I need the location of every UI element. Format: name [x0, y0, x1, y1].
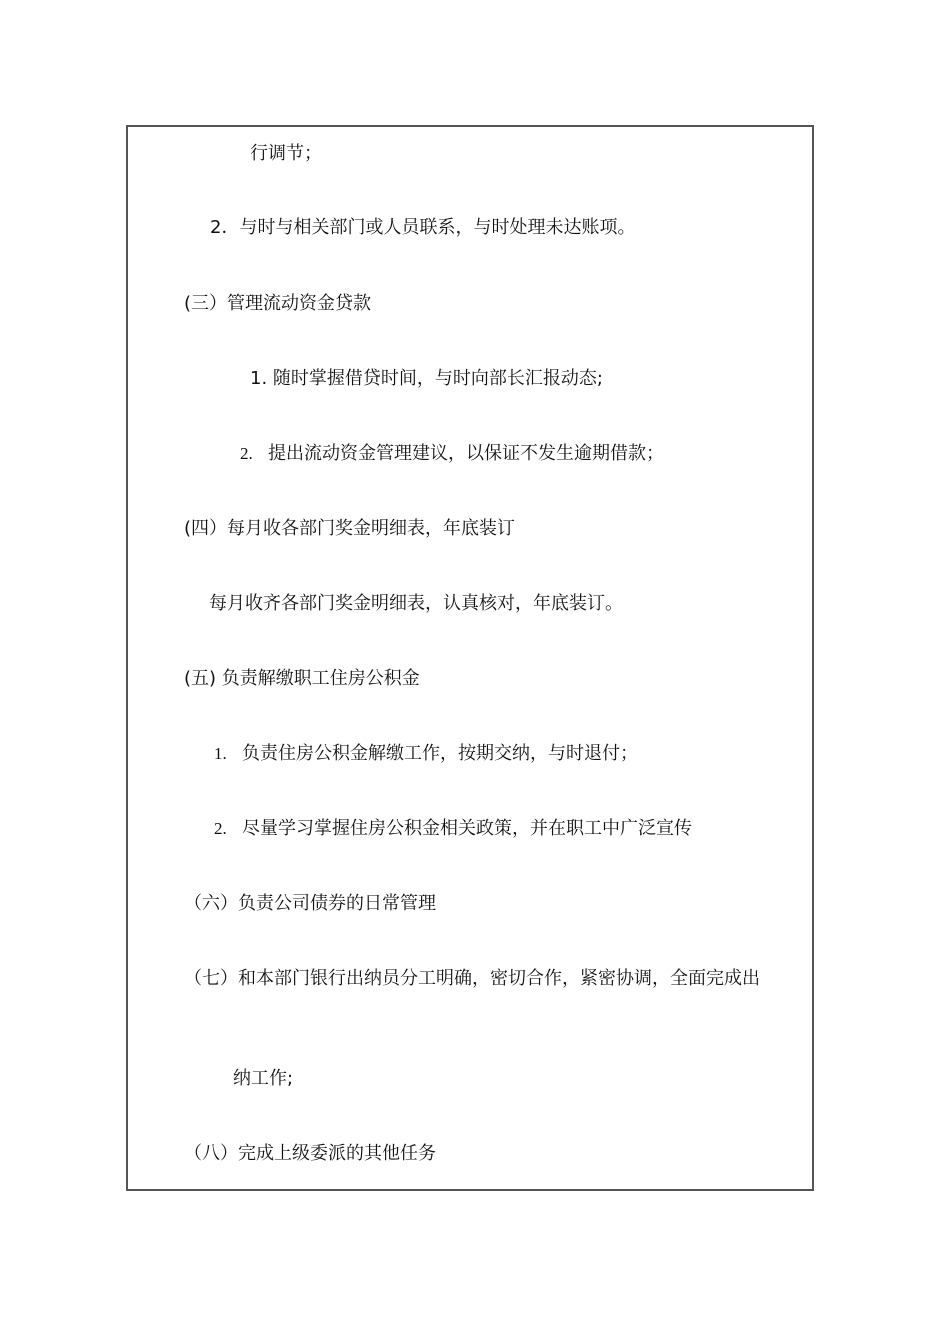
- section-heading-7: （七）和本部门银行出纳员分工明确，密切合作，紧密协调，全面完成出: [184, 968, 760, 989]
- section-heading-5: (五) 负责解缴职工住房公积金: [184, 668, 420, 689]
- text-line-4: 1. 随时掌握借贷时间，与时向部长汇报动态;: [250, 368, 603, 389]
- text-line-9: 负责住房公积金解缴工作，按期交纳，与时退付；: [242, 743, 638, 764]
- text-line-7: 每月收齐各部门奖金明细表，认真核对，年底装订。: [209, 593, 623, 614]
- content-frame: [126, 125, 814, 1191]
- text-line-1: 行调节；: [250, 143, 322, 164]
- text-line-2: 2．与时与相关部门或人员联系，与时处理未达账项。: [210, 217, 636, 238]
- list-number: 2.: [214, 819, 227, 838]
- text-line-5: 提出流动资金管理建议，以保证不发生逾期借款；: [268, 443, 664, 464]
- section-heading-8: （八）完成上级委派的其他任务: [184, 1143, 436, 1164]
- section-heading-4: (四）每月收各部门奖金明细表，年底装订: [184, 518, 516, 539]
- text-line-10: 尽量学习掌握住房公积金相关政策，并在职工中广泛宣传: [242, 818, 692, 839]
- list-number: 2.: [240, 444, 253, 463]
- section-heading-6: （六）负责公司债券的日常管理: [184, 893, 436, 914]
- list-number: 1.: [214, 744, 227, 763]
- text-line-13: 纳工作;: [233, 1068, 294, 1089]
- section-heading-3: (三）管理流动资金贷款: [184, 293, 372, 314]
